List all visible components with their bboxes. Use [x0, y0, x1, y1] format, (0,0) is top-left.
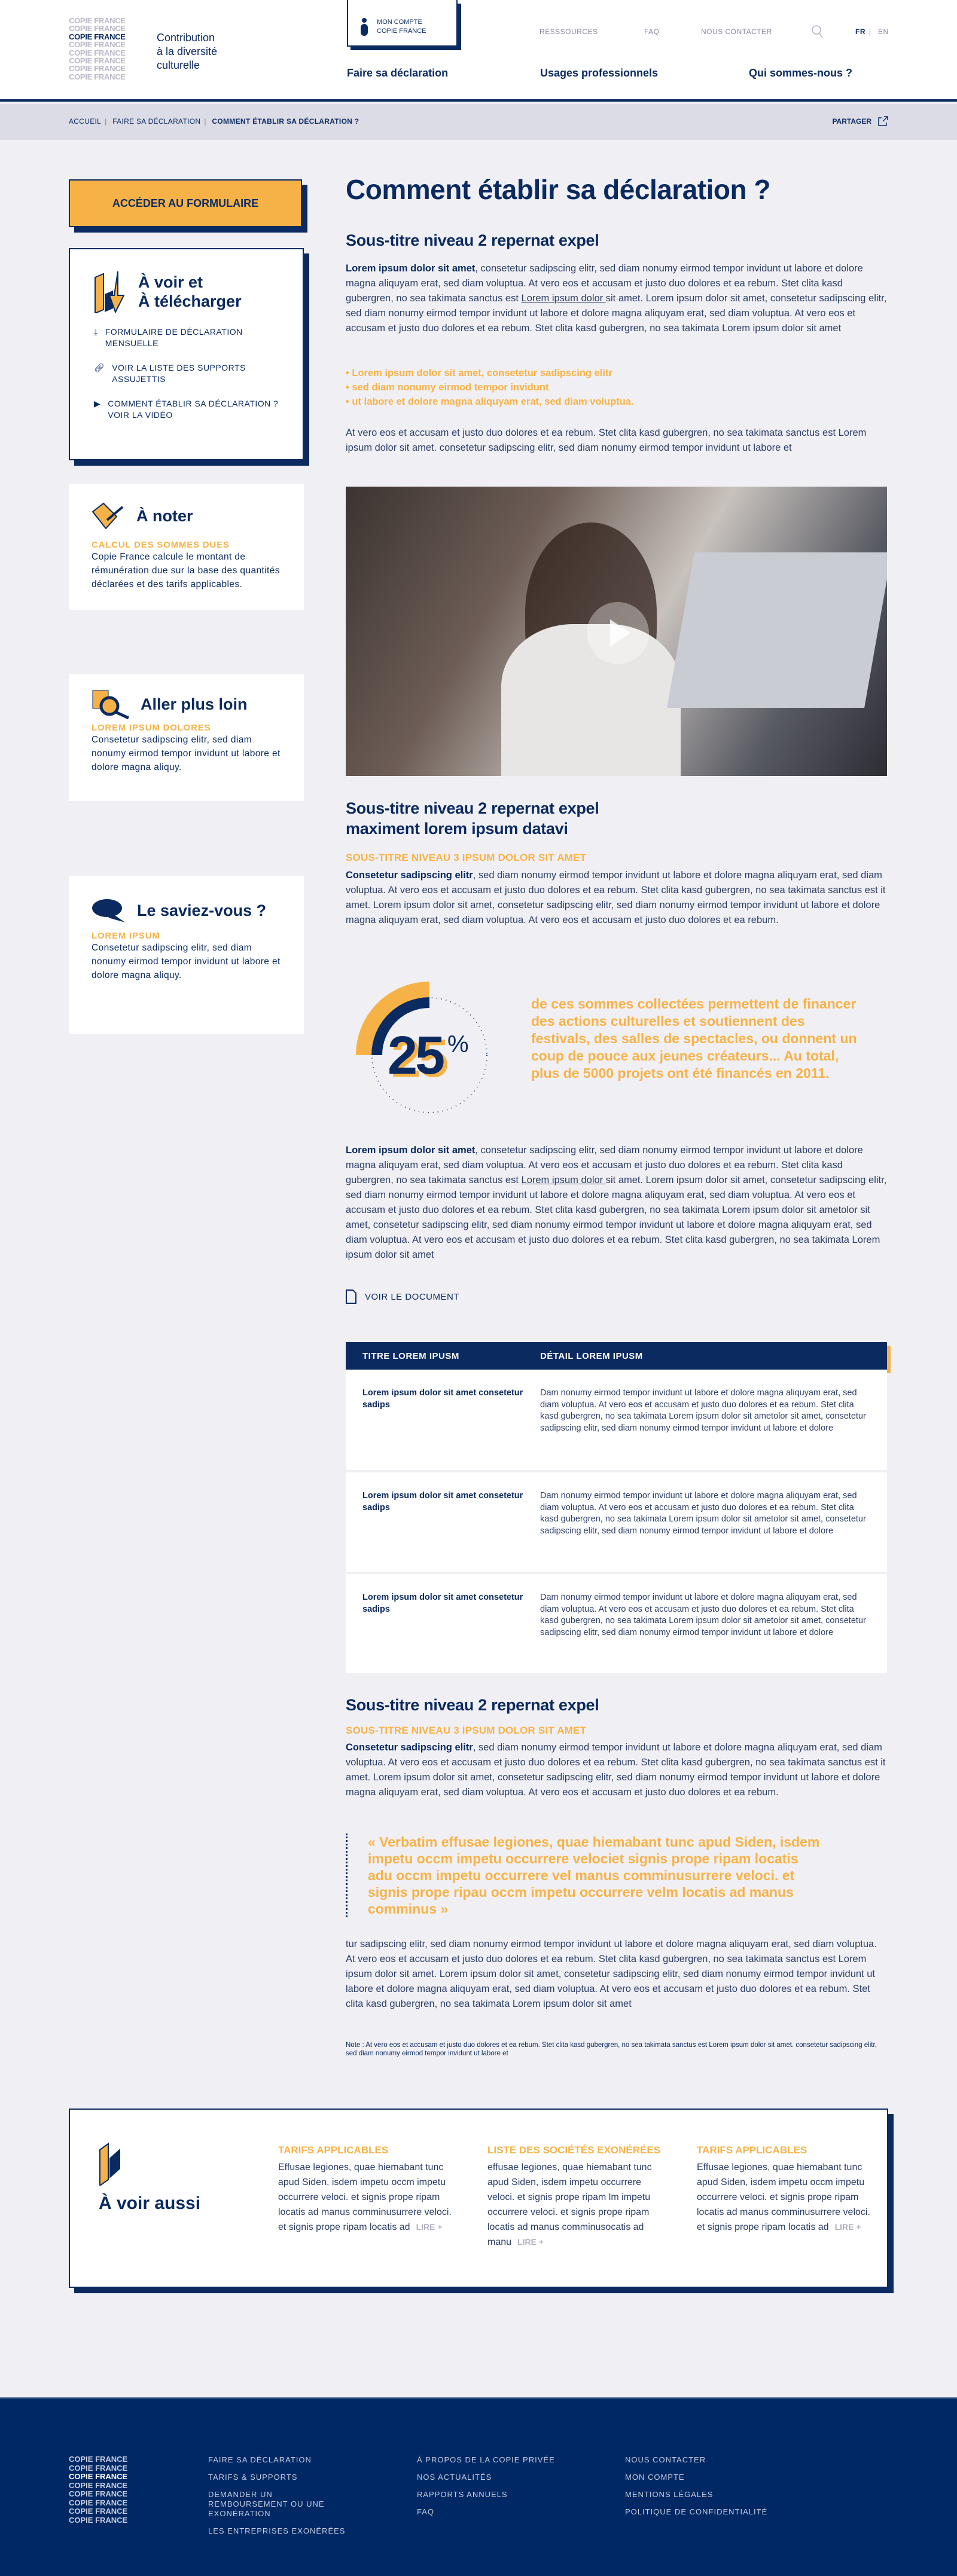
link-liste-supports[interactable]: 🔗︎ VOIR LA LISTE DES SUPPORTS ASSUJETTIS — [94, 363, 246, 384]
speech-bubble-icon — [92, 899, 126, 922]
link-ressources[interactable]: RESSSOURCES — [540, 27, 598, 36]
paragraph: At vero eos et accusam et justo duo dolores et ea rebum. Stet clita kasd gubergren, no sea takimata sanctus est Lorem ipsum dolor sit amet. consetetur sadipscing elitr, sed diam nonumy eirmod tempor invidunt ut labore et — [346, 427, 867, 453]
site-header — [0, 0, 957, 102]
read-more-link[interactable]: LIRE + — [517, 2237, 544, 2247]
paragraph: Lorem ipsum dolor sit amet, consetetur sadipscing elitr, sed diam nonumy eirmod tempor invidunt ut labore et dolore magna aliquyam erat, sed diam voluptua. At vero eos et accusam et justo duo dolores et ea rebum. Stet clita kasd gubergren, no sea takimata sanctus est Lorem ipsum dolor sit amet. Lorem ipsum dolor sit amet, consetetur sadipscing elitr, sed diam nonumy eirmod tempor invidunt ut labore et dolore magna aliquyam erat, sed diam voluptua. At vero eos et accusam et justo duo dolores et ea rebum. Stet clita kasd gubergren, no sea takimata Lorem ipsum dolor sit amet — [346, 263, 887, 334]
read-more-link[interactable]: LIRE + — [416, 2222, 443, 2232]
share-button[interactable]: PARTAGER — [832, 116, 888, 127]
downloads-box: À voir et À télécharger ⤓ FORMULAIRE DE DÉCLARATION MENSUELLE 🔗︎ VOIR LA LISTE DES SUPPORTS ASSUJETTIS ▶ COMMENT ÉTABLIR SA DÉCLARATION ? VOIR LA VIDÉO — [69, 248, 304, 460]
section-subheading: SOUS-TITRE NIVEAU 3 IPSUM DOLOR SIT AMET — [346, 1725, 587, 1736]
video-player[interactable] — [346, 487, 887, 776]
play-icon[interactable] — [585, 600, 651, 666]
notepad-pencil-icon — [92, 502, 124, 529]
section-subheading: SOUS-TITRE NIVEAU 3 IPSUM DOLOR SIT AMET — [346, 852, 587, 863]
stat-unit: % — [447, 1031, 469, 1058]
external-link-icon — [877, 116, 888, 127]
footer-link[interactable]: DEMANDER UN REMBOURSEMENT OU UNE EXONÉRATION — [208, 2490, 325, 2518]
footer-link[interactable]: FAIRE SA DÉCLARATION — [208, 2455, 312, 2464]
note-box: À noter CALCUL DES SOMMES DUES Copie France calcule le montant de rémunération due sur la base des quantités déclarées et des tarifs applicables. — [69, 484, 304, 610]
access-form-button[interactable]: ACCÉDER AU FORMULAIRE — [69, 179, 302, 227]
breadcrumb-current: COMMENT ÉTABLIR SA DÉCLARATION ? — [212, 117, 359, 126]
quote: « Verbatim effusae legiones, quae hiemabant tunc apud Siden, isdem impetu occm impetu occurrere velociet signis prope ripam locatis adu occm impetu occurrere vel manus comminusurrere veloci. et signis prope ripau occm impetu occurrere velm locatis ad manus comminus » — [346, 1834, 824, 1917]
lang-fr[interactable]: FR — [855, 27, 865, 36]
link-faq[interactable]: FAQ — [644, 27, 660, 36]
column-header: DÉTAIL LOREM IPUSM — [540, 1342, 887, 1370]
link-video[interactable]: ▶ COMMENT ÉTABLIR SA DÉCLARATION ? VOIR LA VIDÉO — [94, 399, 279, 420]
stat-text: de ces sommes collectées permettent de financer des actions culturelles et soutiennent des festivals, des salles de spectacles, ou donnent un coup de pouce aux jeunes créateurs... Au total, plus de 5000 projets ont été financés en 2011. — [531, 996, 857, 1081]
view-document-link[interactable]: VOIR LE DOCUMENT — [346, 1289, 887, 1304]
read-more-link[interactable]: LIRE + — [834, 2222, 861, 2232]
footnote: Note : At vero eos et accusam et justo duo dolores et ea rebum. Stet clita kasd gubergren, no sea takimata sanctus est Lorem ipsum dolor sit amet. consetetur sadipscing elitr, sed diam nonumy eirmod tempor invidunt ut labore et — [346, 2042, 877, 2057]
footer-logo[interactable]: COPIE FRANCE COPIE FRANCE COPIE FRANCE COPIE FRANCE COPIE FRANCE COPIE FRANCE COPIE FRANCE COPIE FRANCE — [69, 2455, 128, 2525]
footer-link[interactable]: TARIFS & SUPPORTS — [208, 2473, 298, 2482]
paragraph: Consetetur sadipscing elitr, sed diam nonumy eirmod tempor invidunt ut labore et dolore magna aliquyam erat, sed diam voluptua. At vero eos et accusam et justo duo dolores et ea rebum. Stet clita kasd gubergren, no sea takimata sanctus est it amet. Lorem ipsum dolor sit amet, consetetur sadipscing elitr, sed diam nonumy eirmod tempor invidunt ut labore et dolore magna aliquyam erat, sed diam voluptua. At vero eos et accusam et justo duo dolores et ea rebum. — [346, 870, 886, 925]
section-heading: Sous-titre niveau 2 repernat expel — [346, 1696, 599, 1714]
table-row: Lorem ipsum dolor sit amet consetetur sadips Dam nonumy eirmod tempor invidunt ut labore et dolore magna aliquyam erat, sed diam voluptua. At vero eos et accusam et justo duo dolores et ea rebum. Stet clita kasd gubergren, no sea takimata Lorem ipsum dolor sit ametolor sit amet, consetetur sadipscing elitr, sed diam nonumy eirmod tempor invidunt ut labore et dolore — [346, 1573, 887, 1674]
bullet-list: • Lorem ipsum dolor sit amet, consetetur sadipscing elitr • sed diam nonumy eirmod tempor invidunt • ut labore et dolore magna aliquyam erat, sed diam voluptua. — [346, 368, 634, 407]
magnifier-document-icon — [92, 689, 131, 719]
footer-link[interactable]: NOUS CONTACTER — [625, 2455, 706, 2464]
search-icon[interactable] — [812, 25, 824, 38]
breadcrumb-faire-declaration[interactable]: FAIRE SA DÉCLARATION — [112, 117, 201, 126]
see-also-card[interactable]: LISTE DES SOCIÉTÉS EXONÉRÉES effusae legiones, quae hiemabant tunc apud Siden, isdem impetu occurrere veloci. et signis prope ripam lm impetu occurrere veloci. et signis prope ripam locatis ad manus comminusocatis ad manu LIRE + — [487, 2144, 661, 2247]
document-icon — [346, 1289, 356, 1304]
user-icon — [360, 18, 368, 36]
breadcrumb-accueil[interactable]: ACCUEIL — [69, 117, 102, 126]
page-title: Comment établir sa déclaration ? — [346, 174, 770, 205]
see-also-card[interactable]: TARIFS APPLICABLES Effusae legiones, quae hiemabant tunc apud Siden, isdem impetu occm impetu occurrere veloci. et signis prope ripam locatis ad manus comminusurrere veloci. et signis prope ripam locatis ad LIRE + — [697, 2144, 870, 2232]
data-table — [346, 1342, 887, 1676]
link-contact[interactable]: NOUS CONTACTER — [701, 27, 772, 36]
nav-usages-pro[interactable]: Usages professionnels — [540, 67, 659, 79]
inline-link[interactable]: Lorem ipsum dolor — [521, 1175, 606, 1185]
site-footer — [0, 2397, 957, 2576]
footer-link[interactable]: MON COMPTE — [625, 2473, 685, 2482]
table-row: Lorem ipsum dolor sit amet consetetur sadips Dam nonumy eirmod tempor invidunt ut labore et dolore magna aliquyam erat, sed diam voluptua. At vero eos et accusam et justo duo dolores et ea rebum. Stet clita kasd gubergren, no sea takimata Lorem ipsum dolor sit ametolor sit amet, consetetur sadipscing elitr, sed diam nonumy eirmod tempor invidunt ut labore et dolore — [346, 1471, 887, 1573]
tagline: Contribution à la diversité culturelle — [157, 32, 218, 71]
footer-link[interactable]: À PROPOS DE LA COPIE PRIVÉE — [417, 2455, 555, 2464]
breadcrumb-separator: | — [204, 117, 206, 126]
didyouknow-box: Le saviez-vous ? LOREM IPSUM Consetetur sadipscing elitr, sed diam nonumy eirmod tempor invidunt ut labore et dolore magna aliquy. — [69, 876, 304, 1034]
video-thumbnail-laptop — [667, 552, 887, 708]
see-also-title: À voir aussi — [99, 2193, 201, 2213]
breadcrumb-separator: | — [105, 117, 107, 126]
account-button[interactable]: MON COMPTE COPIE FRANCE — [347, 0, 458, 47]
column-header: TITRE LOREM IPUSM — [346, 1342, 540, 1370]
breadcrumb — [0, 104, 957, 140]
lang-en[interactable]: EN — [878, 27, 889, 36]
nav-qui-sommes-nous[interactable]: Qui sommes-nous ? — [749, 67, 853, 79]
download-formulaire[interactable]: ⤓ FORMULAIRE DE DÉCLARATION MENSUELLE — [94, 327, 243, 348]
link-icon: 🔗︎ — [94, 363, 105, 372]
footer-link[interactable]: MENTIONS LÉGALES — [625, 2490, 714, 2499]
stat-value: 25 — [388, 1026, 443, 1086]
play-circle-icon: ▶ — [94, 399, 101, 408]
footer-link[interactable]: NOS ACTUALITÉS — [417, 2473, 492, 2482]
paragraph: Consetetur sadipscing elitr, sed diam nonumy eirmod tempor invidunt ut labore et dolore magna aliquyam erat, sed diam voluptua. At vero eos et accusam et justo duo dolores et ea rebum. Stet clita kasd gubergren, no sea takimata sanctus est it amet. Lorem ipsum dolor sit amet, consetetur sadipscing elitr, sed diam nonumy eirmod tempor invidunt ut labore et dolore magna aliquyam erat, sed diam voluptua. At vero eos et accusam et justo duo dolores et ea rebum. — [346, 1742, 886, 1798]
logo[interactable]: COPIE FRANCE COPIE FRANCE COPIE FRANCE COPIE FRANCE COPIE FRANCE COPIE FRANCE COPIE FRANCE COPIE FRANCE — [69, 16, 126, 81]
paragraph: Lorem ipsum dolor sit amet, consetetur sadipscing elitr, sed diam nonumy eirmod tempor invidunt ut labore et dolore magna aliquyam erat, sed diam voluptua. At vero eos et accusam et justo duo dolores et ea rebum. Stet clita kasd gubergren, no sea takimata sanctus est Lorem ipsum dolor sit amet. Lorem ipsum dolor sit amet, consetetur sadipscing elitr, sed diam nonumy eirmod tempor invidunt ut labore et dolore magna aliquyam erat, sed diam voluptua. At vero eos et accusam et justo duo dolores et ea rebum. Stet clita kasd gubergren, no sea takimata Lorem ipsum dolor sit ametolor sit amet, consetetur sadipscing elitr, sed diam nonumy eirmod tempor invidunt ut labore et dolore magna aliquyam erat, sed diam voluptua. At vero eos et accusam et justo duo dolores et ea rebum. Stet clita kasd gubergren, no sea takimata Lorem ipsum dolor sit amet — [346, 1145, 887, 1260]
section-heading: Sous-titre niveau 2 repernat expel maximent lorem ipsum datavi — [346, 799, 599, 838]
document-download-icon — [94, 270, 127, 313]
footer-link[interactable]: POLITIQUE DE CONFIDENTIALITÉ — [625, 2507, 768, 2516]
inline-link[interactable]: Lorem ipsum dolor — [521, 293, 606, 304]
further-box: Aller plus loin LOREM IPSUM DOLORES Consetetur sadipscing elitr, sed diam nonumy eirmod tempor invidunt ut labore et dolore magna aliquy. — [69, 674, 304, 801]
document-download-icon — [99, 2143, 123, 2186]
nav-faire-declaration[interactable]: Faire sa déclaration — [347, 67, 449, 79]
section-heading: Sous-titre niveau 2 repernat expel — [346, 231, 599, 249]
table-row: Lorem ipsum dolor sit amet consetetur sadips Dam nonumy eirmod tempor invidunt ut labore et dolore magna aliquyam erat, sed diam voluptua. At vero eos et accusam et justo duo dolores et ea rebum. Stet clita kasd gubergren, no sea takimata Lorem ipsum dolor sit ametolor sit amet, consetetur sadipscing elitr, sed diam nonumy eirmod tempor invidunt ut labore et dolore — [346, 1370, 887, 1471]
see-also-card[interactable]: TARIFS APPLICABLES Effusae legiones, quae hiemabant tunc apud Siden, isdem impetu occm impetu occurrere veloci. et signis prope ripam locatis ad manus comminusurrere veloci. et signis prope ripam locatis ad LIRE + — [278, 2144, 452, 2232]
paragraph: tur sadipscing elitr, sed diam nonumy eirmod tempor invidunt ut labore et dolore magna aliquyam erat, sed diam voluptua. At vero eos et accusam et justo duo dolores et ea rebum. Stet clita kasd gubergren, no sea takimata sanctus est Lorem ipsum dolor sit amet. Lorem ipsum dolor sit amet, consetetur sadipscing elitr, sed diam nonumy eirmod tempor invidunt ut labore et dolore magna aliquyam erat, sed diam voluptua. At vero eos et accusam et justo duo dolores et ea rebum. Stet clita kasd gubergren, no sea takimata Lorem ipsum dolor sit amet — [346, 1939, 877, 2009]
see-also-box — [69, 2109, 888, 2288]
download-icon: ⤓ — [94, 327, 98, 337]
lang-separator: | — [869, 27, 871, 36]
footer-link[interactable]: FAQ — [417, 2507, 435, 2516]
footer-link[interactable]: LES ENTREPRISES EXONÉRÉES — [208, 2526, 346, 2535]
footer-link[interactable]: RAPPORTS ANNUELS — [417, 2490, 508, 2499]
